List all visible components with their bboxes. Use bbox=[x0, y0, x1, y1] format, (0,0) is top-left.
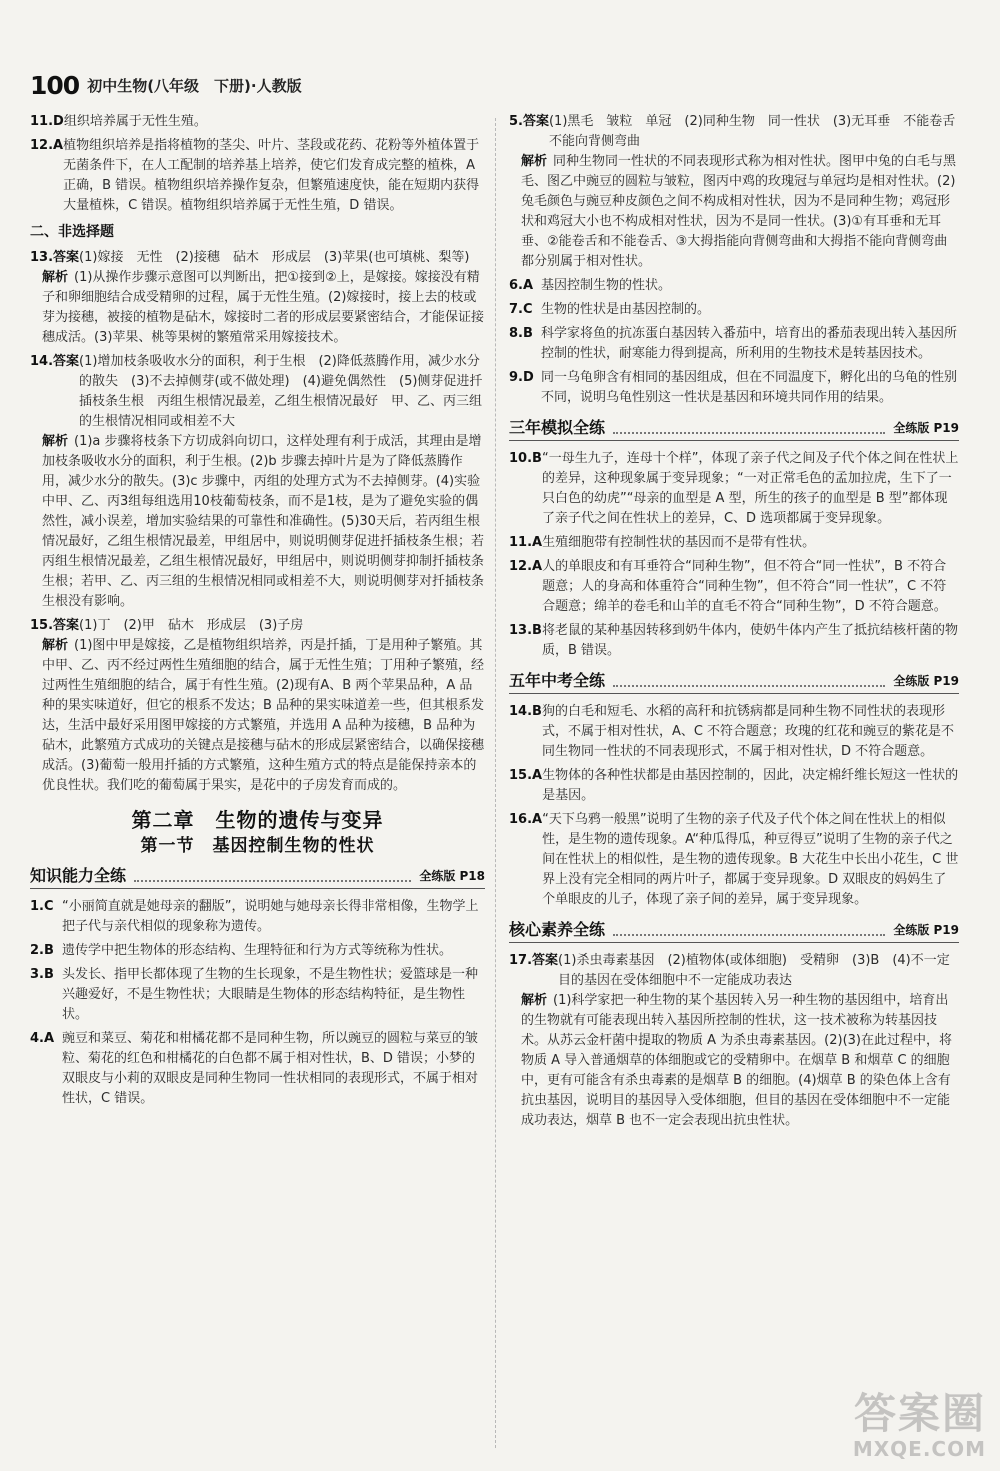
box-title-knowledge bbox=[30, 866, 485, 889]
explanation-text: (1)图中甲是嫁接，乙是植物组织培养，丙是扦插，丁是用种子繁殖。其中甲、乙、丙不经过两性生殖细胞的结合，属于无性生殖；丁用种子繁殖，经过两性生殖细胞的结合，属于有性生殖。(2)现有A、B 两个苹果品种，A 品种的果实味道好，但它的根系不发达；B 品种的果实味道差一些，但其根系发达，生活中最好采用图甲嫁接的方式繁殖，并选用 A 品种为接穗，B 品种为砧木，此繁殖方式成功的关键点是接穗与砧木的形成层紧密结合，以确保接穗成活。(3)葡萄一般用扦插的方式繁殖，这种生殖方式的特点是能保持亲本的优良性状。我们吃的葡萄属于果实，是花中的子房发育而成的。 bbox=[42, 638, 485, 793]
answer-item bbox=[30, 1029, 485, 1109]
answer-row bbox=[30, 1029, 485, 1109]
explanation-label: 解析 bbox=[42, 270, 69, 285]
answer-number: 4.A bbox=[30, 1031, 55, 1046]
answer-explanation bbox=[509, 991, 959, 1131]
answer-item bbox=[509, 300, 959, 320]
answer-text: 人的单眼皮和有耳垂符合“同种生物”，但不符合“同一性状”，B 不符合题意；人的身高和体重符合“同种生物”，但不符合“同一性状”，C 不符合题意；绵羊的卷毛和山羊的直毛不符合“同种生物”，D 不符合题意。 bbox=[542, 559, 947, 614]
answer-row bbox=[509, 276, 959, 296]
answer-row bbox=[30, 136, 485, 216]
explanation-text: (1)科学家把一种生物的某个基因转入另一种生物的基因组中，培育出的生物就有可能表现出转入基因所控制的性状，这一技术被称为转基因技术。从苏云金杆菌中提取的物质 A 为杀虫毒素基因。(2)(3)在此过程中，将物质 A 导入普通烟草的体细胞或它的受精卵中。在烟草 B 和烟草 C 的细胞中，更有可能含有杀虫毒素的是烟草 B 的细胞。(4)烟草 B 的染色体上含有抗虫基因，说明目的基因导入受体细胞，但目的基因在受体细胞中不一定能成功表达，烟草 B 也不一定会表现出抗虫性状。 bbox=[521, 993, 952, 1128]
watermark-url: MXQE.COM bbox=[852, 1437, 986, 1461]
answer-item bbox=[30, 616, 485, 796]
section-heading: 第一节 基因控制生物的性状 bbox=[140, 836, 375, 856]
watermark bbox=[786, 1371, 986, 1461]
answer-row bbox=[30, 352, 485, 432]
answer-number: 3.B bbox=[30, 967, 54, 982]
answer-text: 同一乌龟卵含有相同的基因组成，但在不同温度下，孵化出的乌龟的性别不同，说明乌龟性别这一性状是基因和环境共同作用的结果。 bbox=[541, 370, 958, 405]
answer-row bbox=[509, 324, 959, 364]
box-title-core bbox=[509, 920, 959, 943]
book-title: 初中生物(八年级 下册)·人教版 bbox=[87, 76, 302, 95]
answer-number: 2.B bbox=[30, 943, 54, 958]
answer-text: “一母生九子，连母十个样”，体现了亲子代之间及子代个体之间在性状上的差异，这种现象属于变异现象；“一对正常毛色的孟加拉虎，生下了一只白色的幼虎”“母亲的血型是 A 型，所生的孩子的血型是 B 型”都体现了亲子代之间在性状上的差异，C、D 选项都属于变异现象。 bbox=[541, 451, 959, 526]
answer-row bbox=[509, 702, 959, 762]
page-number: 100 bbox=[30, 70, 80, 100]
answer-text: (1)丁 (2)甲 砧木 形成层 (3)子房 bbox=[79, 618, 304, 633]
answer-row bbox=[509, 368, 959, 408]
answer-number: 13.B bbox=[509, 623, 542, 638]
answer-number: 11.D bbox=[30, 114, 64, 129]
section-title-nonchoice: 二、非选择题 bbox=[30, 224, 114, 240]
answer-text: 将老鼠的某种基因转移到奶牛体内，使奶牛体内产生了抵抗结核杆菌的物质，B 错误。 bbox=[541, 623, 958, 658]
box-title-text: 五年中考全练 bbox=[509, 671, 606, 690]
answer-item bbox=[509, 533, 959, 553]
answer-number: 17.答案 bbox=[509, 953, 559, 968]
answer-item bbox=[509, 766, 959, 806]
answer-text: 狗的白毛和短毛、水稻的高秆和抗锈病都是同种生物不同性状的表现形式，不属于相对性状，A、C 不符合题意；玫瑰的红花和豌豆的紫花是不同生物同一性状的不同表现形式，不属于相对性状，D 不符合题意。 bbox=[541, 704, 955, 759]
left-items-top bbox=[30, 112, 485, 216]
page-header bbox=[30, 68, 970, 102]
answer-number: 10.B bbox=[509, 451, 542, 466]
answer-text: (1)嫁接 无性 (2)接穗 砧木 形成层 (3)苹果(也可填桃、梨等) bbox=[79, 250, 470, 265]
answer-text: 头发长、指甲长都体现了生物的生长现象，不是生物性状；爱篮球是一种兴趣爱好，不是生物性状；大眼睛是生物体的形态结构特征，是生物性状。 bbox=[62, 967, 479, 1022]
left-items-bottom bbox=[30, 897, 485, 1109]
box-title-dots bbox=[613, 422, 885, 434]
answer-item bbox=[30, 112, 485, 132]
box-title-ref: 全练版 P19 bbox=[893, 923, 959, 937]
explanation-label: 解析 bbox=[42, 434, 69, 449]
answer-number: 5.答案 bbox=[509, 114, 549, 129]
watermark-mark: 答案圈 bbox=[853, 1389, 986, 1438]
answer-number: 11.A bbox=[509, 535, 543, 550]
explanation-text: 同种生物同一性状的不同表现形式称为相对性状。图甲中兔的白毛与黑毛、图乙中豌豆的圆粒与皱粒，图丙中鸡的玫瑰冠与单冠均是相对性状。(2)兔毛颜色与豌豆种皮颜色之间不构成相对性状，因为不是同种生物；鸡冠形状和鸡冠大小也不构成相对性状，因为不是同一性状。(3)①有耳垂和无耳垂、②能卷舌和不能卷舌、③大拇指能向背侧弯曲和大拇指不能向背侧弯曲都分别属于相对性状。 bbox=[521, 154, 957, 269]
answer-text: 组织培养属于无性生殖。 bbox=[63, 114, 207, 129]
box-title-five-year bbox=[509, 671, 959, 694]
answer-item bbox=[30, 248, 485, 348]
answer-row bbox=[509, 112, 969, 152]
answer-row bbox=[509, 449, 959, 529]
box-title-three-year bbox=[509, 418, 959, 441]
answer-number: 12.A bbox=[509, 559, 543, 574]
right-items-top bbox=[509, 112, 969, 408]
answer-text: 生殖细胞带有控制性状的基因而不是带有性状。 bbox=[542, 535, 816, 550]
right-column bbox=[509, 112, 969, 1135]
answer-number: 15.A bbox=[509, 768, 543, 783]
answer-text: 豌豆和菜豆、菊花和柑橘花都不是同种生物，所以豌豆的圆粒与菜豆的皱粒、菊花的红色和柑橘花的白色都不属于相对性状，B、D 错误；小梦的双眼皮与小莉的双眼皮是同种生物同一性状相同的表现形式，不属于相对性状，C 错误。 bbox=[62, 1031, 479, 1106]
answer-row bbox=[30, 965, 485, 1025]
box-title-ref: 全练版 P19 bbox=[893, 674, 959, 688]
answer-text: 植物组织培养是指将植物的茎尖、叶片、茎段或花药、花粉等外植体置于无菌条件下，在人工配制的培养基上培养，使它们发育成完整的植株，A 正确，B 错误。植物组织培养操作复杂，但繁殖速度快，能在短期内获得大量植株，C 错误。植物组织培养属于无性生殖，D 错误。 bbox=[63, 138, 480, 213]
answer-row bbox=[509, 621, 959, 661]
answer-row bbox=[509, 951, 963, 991]
column-divider bbox=[495, 118, 496, 1448]
answer-number: 15.答案 bbox=[30, 618, 80, 633]
answer-row bbox=[509, 557, 959, 617]
answer-explanation bbox=[30, 636, 485, 796]
answer-row bbox=[30, 248, 485, 268]
answer-row bbox=[30, 897, 485, 937]
answer-item bbox=[30, 941, 485, 961]
answer-item bbox=[509, 324, 959, 364]
box-title-dots bbox=[613, 924, 885, 936]
box-title-ref: 全练版 P18 bbox=[419, 869, 485, 883]
answer-text: (1)增加枝条吸收水分的面积，利于生根 (2)降低蒸腾作用，减少水分的散失 (3)不去掉侧芽(或不做处理) (4)避免偶然性 (5)侧芽促进扦插枝条生根 丙组生根情况最差，乙组生根情况最好 甲、乙、丙三组的生根情况相同或相差不大 bbox=[79, 354, 483, 429]
explanation-text: (1)a 步骤将枝条下方切成斜向切口，这样处理有利于成活，其理由是增加枝条吸收水分的面积，利于生根。(2)b 步骤去掉叶片是为了降低蒸腾作用，减少水分的散失。(3)c 步骤中，丙组的处理方式为不去掉侧芽。(4)实验中甲、乙、丙3组每组选用10枝葡萄枝条，而不是1枝，是为了避免实验的偶然性，减小误差，增加实验结果的可靠性和准确性。(5)30天后，若丙组生根情况最好，乙组生根情况最差，甲组居中，则说明侧芽促进扦插枝条生根；若丙组生根情况最差，乙组生根情况最好，甲组居中，则说明侧芽抑制扦插枝条生根；若甲、乙、丙三组的生根情况相同或相差不大，则说明侧芽对扦插枝条生根没有影响。 bbox=[42, 434, 485, 609]
answer-item bbox=[509, 368, 959, 408]
answer-item bbox=[509, 557, 959, 617]
answer-row bbox=[509, 810, 959, 910]
answer-row bbox=[509, 300, 959, 320]
answer-item bbox=[509, 449, 959, 529]
answer-text: (1)黑毛 皱粒 单冠 (2)同种生物 同一性状 (3)无耳垂 不能卷舌 不能向背侧弯曲 bbox=[548, 114, 969, 149]
answer-number: 6.A bbox=[509, 278, 534, 293]
answer-number: 14.答案 bbox=[30, 354, 80, 369]
answer-text: (1)杀虫毒素基因 (2)植物体(或体细胞) 受精卵 (3)B (4)不一定 目的基因在受体细胞中不一定能成功表达 bbox=[558, 953, 963, 988]
answer-row bbox=[30, 112, 485, 132]
answer-item bbox=[509, 951, 963, 1131]
left-column bbox=[30, 112, 485, 1113]
answer-explanation bbox=[30, 432, 485, 612]
answer-number: 1.C bbox=[30, 899, 54, 914]
box-title-text: 核心素养全练 bbox=[509, 920, 606, 939]
answer-number: 16.A bbox=[509, 812, 543, 827]
answer-row bbox=[509, 533, 959, 553]
explanation-label: 解析 bbox=[521, 154, 548, 169]
answer-number: 7.C bbox=[509, 302, 533, 317]
answer-text: 生物体的各种性状都是由基因控制的，因此，决定棉纤维长短这一性状的是基因。 bbox=[542, 768, 959, 803]
answer-text: 生物的性状是由基因控制的。 bbox=[541, 302, 711, 317]
answer-item bbox=[509, 112, 969, 272]
box-title-text: 知识能力全练 bbox=[30, 866, 127, 885]
explanation-text: (1)从操作步骤示意图可以判断出，把①接到②上，是嫁接。嫁接没有精子和卵细胞结合成受精卵的过程，属于无性生殖。(2)嫁接时，接上去的枝或芽为接穗，被接的植物是砧木，嫁接时二者的形成层要紧密结合，才能保证接穗成活。(3)苹果、桃等果树的繁殖常采用嫁接技术。 bbox=[42, 270, 485, 345]
answer-item bbox=[509, 621, 959, 661]
right-items-box1 bbox=[509, 449, 959, 661]
chapter-title: 第二章 生物的遗传与变异 bbox=[131, 808, 384, 832]
answer-text: 科学家将鱼的抗冻蛋白基因转入番茄中，培育出的番茄表现出转入基因所控制的性状，耐寒能力得到提高，所利用的生物技术是转基因技术。 bbox=[541, 326, 958, 361]
answer-number: 8.B bbox=[509, 326, 533, 341]
answer-item bbox=[30, 352, 485, 612]
answer-item bbox=[30, 897, 485, 937]
answer-explanation bbox=[509, 152, 959, 272]
box-title-text: 三年模拟全练 bbox=[509, 418, 606, 437]
box-title-dots bbox=[613, 675, 885, 687]
answer-row bbox=[509, 766, 959, 806]
answer-row bbox=[30, 941, 485, 961]
answer-explanation bbox=[30, 268, 485, 348]
answer-row bbox=[30, 616, 485, 636]
box-title-ref: 全练版 P19 bbox=[893, 421, 959, 435]
answer-number: 13.答案 bbox=[30, 250, 80, 265]
answer-item bbox=[30, 965, 485, 1025]
answer-item bbox=[509, 702, 959, 762]
answer-number: 12.A bbox=[30, 138, 64, 153]
box-title-dots bbox=[134, 870, 411, 882]
answer-text: 遗传学中把生物体的形态结构、生理特征和行为方式等统称为性状。 bbox=[62, 943, 453, 958]
explanation-label: 解析 bbox=[42, 638, 69, 653]
answer-number: 14.B bbox=[509, 704, 542, 719]
answer-item bbox=[509, 276, 959, 296]
answer-number: 9.D bbox=[509, 370, 534, 385]
explanation-label: 解析 bbox=[521, 993, 548, 1008]
answer-text: “天下乌鸦一般黑”说明了生物的亲子代及子代个体之间在性状上的相似性，是生物的遗传现象。A“种瓜得瓜，种豆得豆”说明了生物的亲子代之间在性状上的相似性，是生物的遗传现象。B 大花生中长出小花生，C 世界上没有完全相同的两片叶子，都属于变异现象。D 双眼皮的妈妈生了个单眼皮的儿子，体现了亲子间的差异，属于变异现象。 bbox=[542, 812, 959, 907]
answer-text: 基因控制生物的性状。 bbox=[541, 278, 672, 293]
answer-item bbox=[509, 810, 959, 910]
left-items-nonchoice bbox=[30, 248, 485, 796]
answer-text: “小丽简直就是她母亲的翻版”，说明她与她母亲长得非常相像，生物学上把子代与亲代相似的现象称为遗传。 bbox=[62, 899, 479, 934]
right-items-box3 bbox=[509, 951, 963, 1131]
answer-item bbox=[30, 136, 485, 216]
right-items-box2 bbox=[509, 702, 959, 910]
